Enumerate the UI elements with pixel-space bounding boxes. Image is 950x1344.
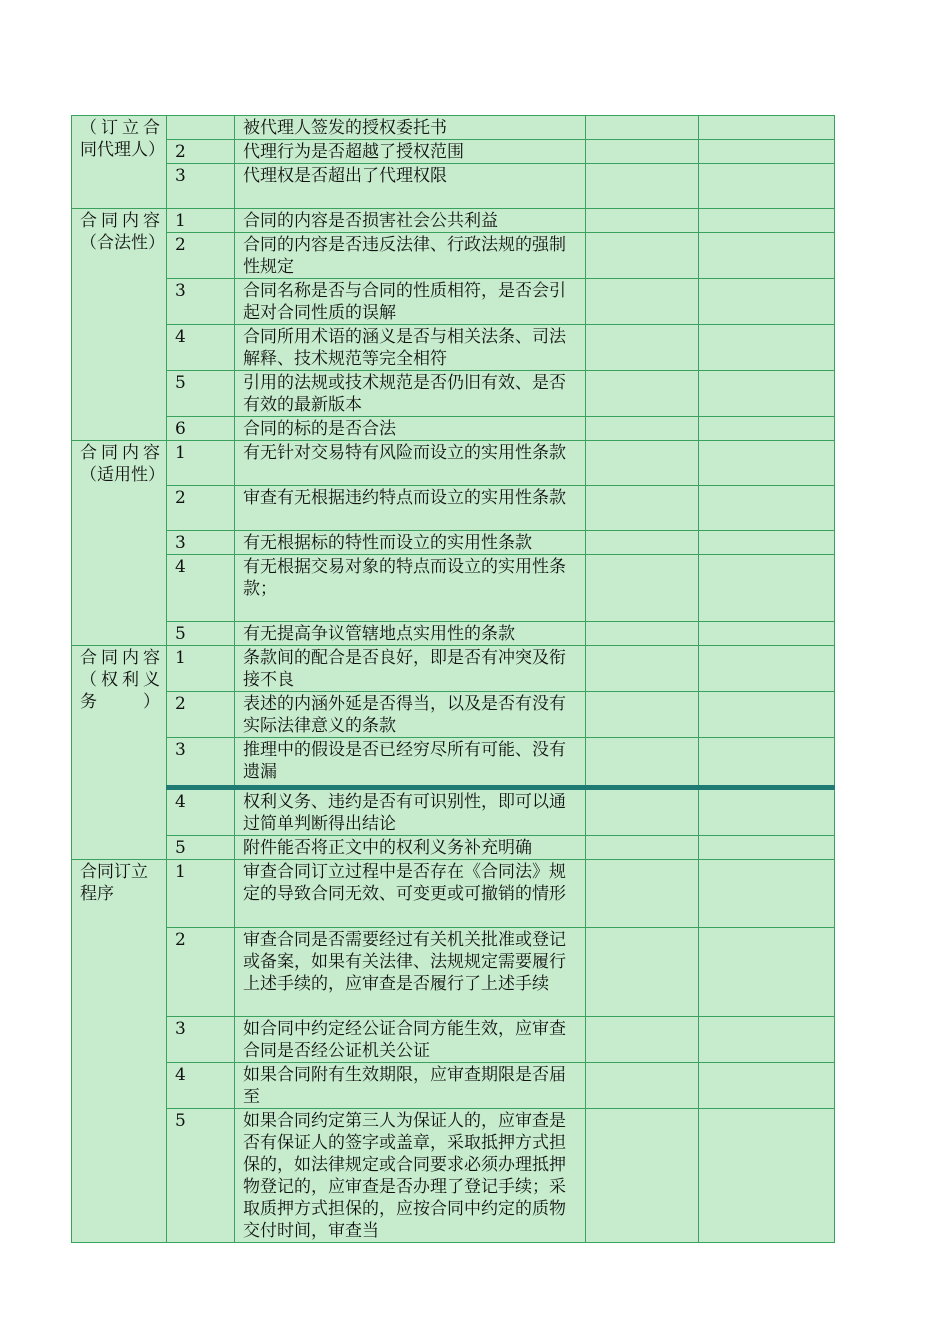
result-cell[interactable] [586,860,699,928]
result-cell[interactable] [586,417,699,441]
result-cell[interactable] [586,646,699,692]
item-number: 5 [167,1109,235,1243]
review-table [71,115,835,1243]
item-number: 1 [167,441,235,486]
result-cell[interactable] [586,233,699,279]
item-text: 如果合同约定第三人为保证人的，应审查是否有保证人的签字或盖章，采取抵押方式担保的，如法律规定或合同要求必须办理抵押物登记的，应审查是否办理了登记手续；采取质押方式担保的，应按合同中约定的质物交付时间，审查当 [235,1109,586,1243]
item-number [167,116,235,140]
item-text: 附件能否将正文中的权利义务补充明确 [235,836,586,860]
remark-cell[interactable] [699,646,835,692]
result-cell[interactable] [586,692,699,738]
result-cell[interactable] [586,928,699,1017]
item-number: 2 [167,928,235,1017]
remark-cell[interactable] [699,555,835,622]
result-cell[interactable] [586,279,699,325]
item-text: 如合同中约定经公证合同方能生效，应审查合同是否经公证机关公证 [235,1017,586,1063]
item-number: 5 [167,622,235,646]
item-number: 4 [167,325,235,371]
item-number: 4 [167,1063,235,1109]
item-text: 合同所用术语的涵义是否与相关法条、司法解释、技术规范等完全相符 [235,325,586,371]
item-text: 引用的法规或技术规范是否仍旧有效、是否有效的最新版本 [235,371,586,417]
item-text: 条款间的配合是否良好，即是否有冲突及衔接不良 [235,646,586,692]
item-number: 4 [167,788,235,836]
remark-cell[interactable] [699,788,835,836]
item-number: 3 [167,164,235,209]
item-text: 被代理人签发的授权委托书 [235,116,586,140]
remark-cell[interactable] [699,692,835,738]
item-number: 2 [167,486,235,531]
category-cell: 合同订立程序 [72,860,167,1243]
item-number: 1 [167,209,235,233]
item-text: 代理权是否超出了代理权限 [235,164,586,209]
item-text: 审查有无根据违约特点而设立的实用性条款 [235,486,586,531]
remark-cell[interactable] [699,1063,835,1109]
remark-cell[interactable] [699,738,835,788]
item-number: 3 [167,279,235,325]
result-cell[interactable] [586,1109,699,1243]
remark-cell[interactable] [699,531,835,555]
item-text: 有无提高争议管辖地点实用性的条款 [235,622,586,646]
remark-cell[interactable] [699,486,835,531]
item-number: 2 [167,692,235,738]
remark-cell[interactable] [699,836,835,860]
item-number: 2 [167,140,235,164]
remark-cell[interactable] [699,441,835,486]
remark-cell[interactable] [699,1109,835,1243]
item-number: 3 [167,531,235,555]
remark-cell[interactable] [699,325,835,371]
remark-cell[interactable] [699,233,835,279]
remark-cell[interactable] [699,622,835,646]
remark-cell[interactable] [699,371,835,417]
item-text: 审查合同是否需要经过有关机关批准或登记或备案，如果有关法律、法规规定需要履行上述手续的，应审查是否履行了上述手续 [235,928,586,1017]
result-cell[interactable] [586,555,699,622]
item-number: 2 [167,233,235,279]
remark-cell[interactable] [699,209,835,233]
item-number: 5 [167,836,235,860]
item-number: 5 [167,371,235,417]
remark-cell[interactable] [699,140,835,164]
remark-cell[interactable] [699,279,835,325]
item-text: 权利义务、违约是否有可识别性，即可以通过简单判断得出结论 [235,788,586,836]
result-cell[interactable] [586,1063,699,1109]
result-cell[interactable] [586,486,699,531]
item-text: 合同名称是否与合同的性质相符，是否会引起对合同性质的误解 [235,279,586,325]
result-cell[interactable] [586,622,699,646]
item-number: 6 [167,417,235,441]
item-text: 有无根据标的特性而设立的实用性条款 [235,531,586,555]
result-cell[interactable] [586,371,699,417]
item-number: 4 [167,555,235,622]
item-text: 有无针对交易特有风险而设立的实用性条款 [235,441,586,486]
result-cell[interactable] [586,1017,699,1063]
result-cell[interactable] [586,140,699,164]
remark-cell[interactable] [699,1017,835,1063]
remark-cell[interactable] [699,116,835,140]
result-cell[interactable] [586,209,699,233]
item-text: 有无根据交易对象的特点而设立的实用性条款； [235,555,586,622]
result-cell[interactable] [586,836,699,860]
remark-cell[interactable] [699,417,835,441]
item-number: 1 [167,860,235,928]
item-text: 表述的内涵外延是否得当，以及是否有没有实际法律意义的条款 [235,692,586,738]
item-number: 3 [167,738,235,788]
category-cell: （订立合同代理人） [72,116,167,209]
result-cell[interactable] [586,441,699,486]
category-cell: 合同内容（权利义务） [72,646,167,860]
item-text: 如果合同附有生效期限，应审查期限是否届至 [235,1063,586,1109]
remark-cell[interactable] [699,928,835,1017]
result-cell[interactable] [586,164,699,209]
item-text: 合同的标的是否合法 [235,417,586,441]
category-cell: 合同内容（适用性） [72,441,167,646]
result-cell[interactable] [586,116,699,140]
result-cell[interactable] [586,325,699,371]
item-text: 合同的内容是否损害社会公共利益 [235,209,586,233]
item-text: 合同的内容是否违反法律、行政法规的强制性规定 [235,233,586,279]
item-text: 推理中的假设是否已经穷尽所有可能、没有遗漏 [235,738,586,788]
item-text: 审查合同订立过程中是否存在《合同法》规定的导致合同无效、可变更或可撤销的情形 [235,860,586,928]
item-text: 代理行为是否超越了授权范围 [235,140,586,164]
remark-cell[interactable] [699,860,835,928]
remark-cell[interactable] [699,164,835,209]
result-cell[interactable] [586,738,699,788]
result-cell[interactable] [586,788,699,836]
category-cell: 合同内容（合法性） [72,209,167,441]
result-cell[interactable] [586,531,699,555]
item-number: 1 [167,646,235,692]
item-number: 3 [167,1017,235,1063]
